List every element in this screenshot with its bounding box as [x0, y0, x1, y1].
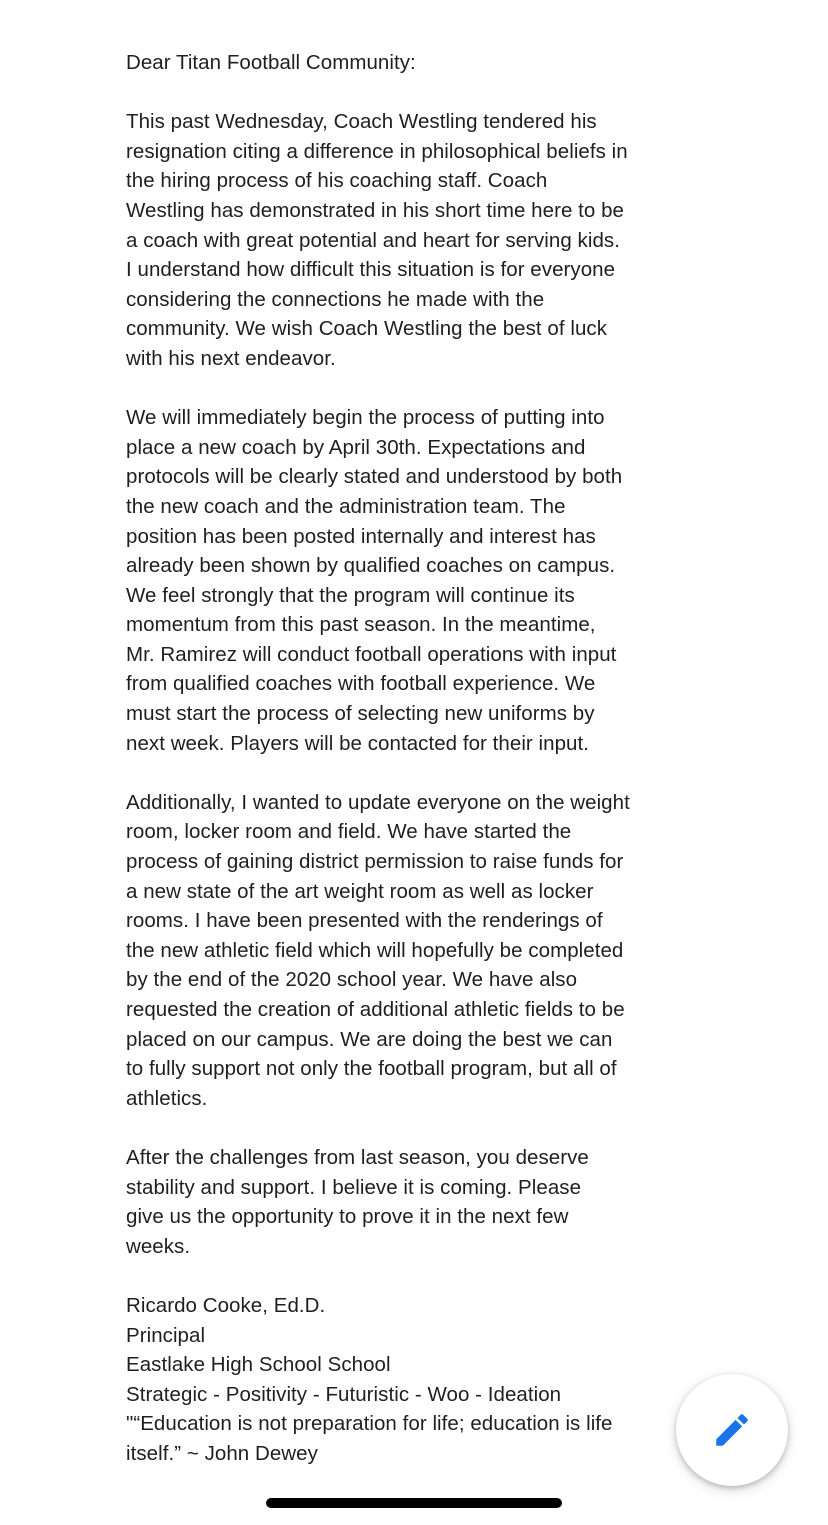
text-line: This past Wednesday, Coach Westling tendered his: [126, 110, 597, 134]
paragraph-gap: [126, 1261, 686, 1291]
text-line: must start the process of selecting new uniforms by: [126, 702, 595, 726]
signature-strengths: Strategic - Positivity - Futuristic - Woo - Ideation: [126, 1382, 562, 1406]
paragraph-facilities: [126, 788, 686, 1114]
paragraph-gap: [126, 1113, 686, 1143]
text-line: place a new coach by April 30th. Expectations and: [126, 435, 586, 459]
pencil-icon: [711, 1409, 753, 1451]
paragraph-gap: [126, 78, 686, 108]
text-line: by the end of the 2020 school year. We have also: [126, 968, 578, 992]
text-line: a new state of the art weight room as well as locker: [126, 879, 594, 903]
text-line: to fully support not only the football program, but all of: [126, 1057, 617, 1081]
paragraph-gap: [126, 758, 686, 788]
text-line: requested the creation of additional athletic fields to be: [126, 998, 625, 1021]
text-line: considering the connections he made with the: [126, 287, 545, 311]
email-body: [126, 48, 686, 1469]
text-line: protocols will be clearly stated and understood by both: [126, 465, 623, 489]
text-line: the hiring process of his coaching staff. Coach: [126, 169, 548, 193]
text-line: already been shown by qualified coaches on campus.: [126, 554, 616, 578]
text-line: process of gaining district permission to raise funds for: [126, 850, 624, 874]
text-line: Mr. Ramirez will conduct football operations with input: [126, 642, 617, 666]
text-line: We feel strongly that the program will continue its: [126, 583, 575, 607]
signature-block: [126, 1291, 686, 1469]
text-line: the new athletic field which will hopefully be completed: [126, 938, 624, 962]
text-line: next week. Players will be contacted for their input.: [126, 731, 589, 755]
signature-quote: "“Education is not preparation for life; education is life: [126, 1412, 613, 1436]
text-line: stability and support. I believe it is coming. Please: [126, 1175, 582, 1199]
text-line: give us the opportunity to prove it in the next few: [126, 1205, 569, 1229]
text-line: room, locker room and field. We have started the: [126, 820, 572, 844]
text-line: Westling has demonstrated in his short time here to be: [126, 198, 624, 222]
paragraph-resignation: [126, 107, 686, 373]
text-line: We will immediately begin the process of putting into: [126, 406, 605, 430]
paragraph-closing: [126, 1143, 686, 1261]
text-line: a coach with great potential and heart for serving kids.: [126, 228, 620, 252]
text-line: resignation citing a difference in philosophical beliefs in: [126, 139, 628, 163]
greeting: Dear Titan Football Community:: [126, 51, 416, 74]
text-line: weeks.: [126, 1234, 191, 1258]
signature-quote: itself.” ~ John Dewey: [126, 1441, 318, 1465]
text-line: athletics.: [126, 1086, 208, 1110]
compose-button[interactable]: [676, 1374, 788, 1486]
text-line: from qualified coaches with football experience. We: [126, 672, 596, 696]
text-line: community. We wish Coach Westling the best of luck: [126, 317, 608, 341]
text-line: Additionally, I wanted to update everyone on the weight: [126, 790, 630, 814]
paragraph-gap: [126, 374, 686, 404]
text-line: position has been posted internally and interest has: [126, 524, 596, 548]
signature-name: Ricardo Cooke, Ed.D.: [126, 1293, 326, 1317]
text-line: with his next endeavor.: [126, 346, 336, 370]
text-line: placed on our campus. We are doing the best we can: [126, 1027, 613, 1051]
text-line: the new coach and the administration team. The: [126, 494, 566, 518]
text-line: I understand how difficult this situation is for everyone: [126, 258, 616, 282]
text-line: rooms. I have been presented with the renderings of: [126, 909, 603, 933]
text-line: After the challenges from last season, you deserve: [126, 1145, 589, 1169]
text-line: momentum from this past season. In the meantime,: [126, 613, 596, 637]
home-indicator[interactable]: [266, 1498, 562, 1508]
signature-title: Principal: [126, 1323, 206, 1347]
signature-school: Eastlake High School School: [126, 1353, 391, 1377]
paragraph-new-coach: [126, 403, 686, 758]
